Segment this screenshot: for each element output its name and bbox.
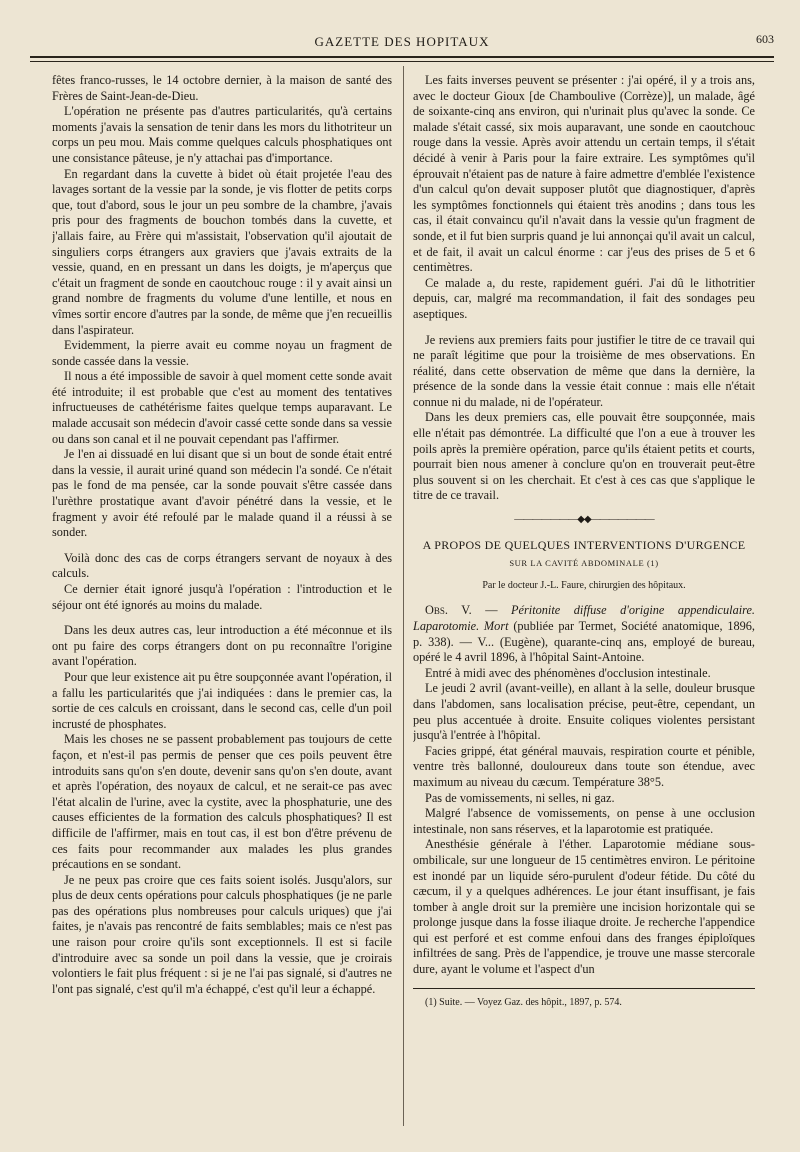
- paragraph: Il nous a été impossible de savoir à quel moment cette sonde avait été introduite; il est probable que c'est au moment des tentatives infructueuses de cathétérisme faites quelque temps auparavant. Le malade accusait son médecin d'avoir cassé cette sonde dans sa vessie ou dans son canal et il ne pouvait cependant pas l'affirmer.: [52, 369, 392, 446]
- paragraph: Anesthésie générale à l'éther. Laparotomie médiane sous-ombilicale, sur une longueur de 15 centimètres environ. Le péritoine est inondé par un liquide séro-purulent d'odeur fétide. Du côté du cæcum, il y a quelques adhérences. Le jour étant insuffisant, je fais tomber à angle droit sur la première une incision horizontale qui se prolonge jusque dans la fosse iliaque droite. Je recherche l'appendice qui est perforé et est comme enfoui dans des franges épiploïques infiltrées de sang. Près de l'appendice, je trouve une masse stercorale dure, ayant le volume et l'aspect d'un: [413, 837, 755, 977]
- paragraph: Ce malade a, du reste, rapidement guéri. J'ai dû le lithotritier depuis, car, malgré ma recommandation, il fait des sondages peu aseptiques.: [413, 275, 755, 321]
- paragraph: Voilà donc des cas de corps étrangers servant de noyaux à des calculs.: [52, 550, 392, 581]
- paragraph: Facies grippé, état général mauvais, respiration courte et pénible, ventre très ballonné, douloureux dans toute son étendue, avec maximum au niveau du cæcum. Température 38°5.: [413, 743, 755, 789]
- paragraph: Malgré l'absence de vomissements, on pense à une occlusion intestinale, non sans réserves, et la laparotomie est pratiquée.: [413, 806, 755, 836]
- left-column: [52, 73, 392, 1123]
- paragraph: Dans les deux autres cas, leur introduction a été méconnue et ils ont pu faire des corps étrangers dont on pu reconnaître l'origine avant l'opération.: [52, 623, 392, 669]
- footnote-rule: [413, 988, 755, 989]
- paragraph: Je reviens aux premiers faits pour justifier le titre de ce travail qui ne paraît légitime que pour la troisième de mes observations. En réalité, dans cette observation de même que dans la dernière, la présence de la sonde dans la vessie était connue : mais elle n'était connue ni du malade, ni de l'opérateur.: [413, 332, 755, 409]
- paragraph: Pas de vomissements, ni selles, ni gaz.: [425, 790, 615, 805]
- section-separator: ———————◆◆———————: [514, 514, 654, 526]
- right-column: [413, 73, 755, 1123]
- header-rule: [30, 56, 774, 58]
- header-rule-thin: [30, 61, 774, 62]
- paragraph: Evidemment, la pierre avait eu comme noyau un fragment de sonde cassée dans la vessie.: [52, 338, 392, 368]
- paragraph: L'opération ne présente pas d'autres particularités, qu'à certains moments j'avais la sensation de tenir dans les mors du lithotriteur un corps un peu mou. Mais comme quelques calculs phosphatiques ont une consistance pâteuse, je n'y attachai pas d'importance.: [52, 104, 392, 165]
- article-subtitle: SUR LA CAVITÉ ABDOMINALE (1): [509, 558, 659, 569]
- paragraph: Je l'en ai dissuadé en lui disant que si un bout de sonde était entré dans la vessie, il aurait uriné quand son médecin l'a sondé. Ce n'était pas le fond de ma pensée, car la sonde pouvait s'être cassée dans l'urèthre prostatique avant d'avoir pénétré dans la vessie, et le fragment y avoir été refoulé par le malade quand il a réussi à se sonder.: [52, 447, 392, 540]
- journal-title: GAZETTE DES HOPITAUX: [314, 34, 490, 49]
- paragraph: Le jeudi 2 avril (avant-veille), en allant à la selle, douleur brusque dans l'abdomen, sans localisation précise, peut-être, cependant, un peu plus accentuée à droite. Ensuite coliques violentes persistant jusqu'à l'entrée à l'hôpital.: [413, 681, 755, 743]
- observation-title: Péritonite diffuse d'origine appendiculaire. Laparotomie. Mort: [413, 603, 755, 633]
- paragraph: En regardant dans la cuvette à bidet où était projetée l'eau des lavages sortant de la vessie par la sonde, je vis flotter de petits corps que, tout d'abord, sous le jour un peu sombre de la chambre, j'avais pris pour des fragments de bouchon tombés dans la cuvette, et j'allais faire, au Frère qui m'assistait, l'observation qu'il ajoutait de singuliers corps étrangers aux graviers que j'avais extraits de la vessie, quand, en en pressant un dans les doigts, je m'aperçus que c'était un fragment de sonde en caoutchouc rouge : il y avait ainsi un grand nombre de fragments du volume d'une lentille, et nous en vîmes sortir encore d'autres par la sonde, de même que j'en recueillis dans l'aspirateur.: [52, 166, 392, 337]
- page-header: [30, 30, 774, 52]
- paragraph: Pour que leur existence ait pu être soupçonnée avant l'opération, il a fallu les particularités que j'ai indiquées : dans le premier cas, la sortie de ces calculs en croissant, dans le second cas, celle d'un poil incrusté de phosphates.: [52, 669, 392, 731]
- paragraph: Mais les choses ne se passent probablement pas toujours de cette façon, et n'est-il pas permis de penser que ces poils peuvent être introduits sans qu'on s'en doute, devenir sans qu'on s'en doute, avant et après l'opération, des noyaux de calcul, et ne serait-ce pas avec l'état alcalin de l'urine, avec la cystite, avec la phosphaturie, une des causes efficientes de la formation des calculs phosphatiques? Il est difficile de l'affirmer, mais en tout cas, il est bon d'être prévenu de ces faits pour recommander aux malades les plus grandes précautions en se sondant.: [52, 732, 392, 872]
- paragraph: Ce dernier était ignoré jusqu'à l'opération : l'introduction et le séjour ont été ignorés au moins du malade.: [52, 582, 392, 612]
- footnote: (1) Suite. — Voyez Gaz. des hôpit., 1897, p. 574.: [425, 996, 622, 1008]
- paragraph: Les faits inverses peuvent se présenter : j'ai opéré, il y a trois ans, avec le docteur Gioux [de Chamboulive (Corrèze)], un malade, âgé de soixante-cinq ans environ, qui n'urinait plus qu'avec la sonde. Ce malade s'était cassé, six mois auparavant, une sonde en caoutchouc rouge dans la vessie. Après avoir attendu un certain temps, il s'était décidé à venir à Paris pour la faire extraire. Les symptômes qu'il éprouvait n'étaient pas de nature à faire admettre d'emblée l'existence d'un calcul qu'on devait supposer plutôt que diagnostiquer, d'après les symptômes fonctionnels qui étaient très anodins ; dans tous les cas, il était convaincu qu'il n'avait dans la vessie qu'un fragment de sonde, et il fut bien surpris quand je lui annonçai qu'il avait un calcul, et de fait, il avait un calcul énorme : car j'eus des prises de 5 et 6 centimètres.: [413, 73, 755, 275]
- paragraph: Entré à midi avec des phénomènes d'occlusion intestinale.: [425, 665, 711, 680]
- paragraph: Dans les deux premiers cas, elle pouvait être soupçonnée, mais elle n'était pas démontrée. La difficulté que l'on a eue à trouver les poils après la première opération, parce qu'ils étaient petits et courts, pourrait bien nous amener à conclure qu'on en trouverait peut-être plus souvent si on les cherchait. Et c'est à ces cas que s'applique le titre de ce travail.: [413, 410, 755, 503]
- observation-details: (publiée par Termet, Société anatomique, 1896, p. 338). — V... (Eugène), quarante-cinq ans, employé de bureau, opéré le 4 avril 1896, à l'hôpital Saint-Antoine.: [413, 619, 755, 665]
- paragraph: fêtes franco-russes, le 14 octobre dernier, à la maison de santé des Frères de Saint-Jean-de-Dieu.: [52, 73, 392, 103]
- observation-label: Obs. V. —: [425, 603, 498, 618]
- observation-heading: [413, 603, 755, 665]
- column-divider: [403, 66, 404, 1126]
- paragraph: Je ne peux pas croire que ces faits soient isolés. Jusqu'alors, sur plus de deux cents opérations pour calculs phosphatiques (je ne parle pas des opérations plus nombreuses pour calculs uriques) que j'ai faites, je n'avais pas rencontré de faits semblables; mais ce n'est pas une raison pour croire qu'ils sont exceptionnels. Il est si facile d'introduire avec sa sonde un poil dans la vessie, que je croirais volontiers le fait plus fréquent : si je ne l'ai pas signalé, si d'autres ne l'ont pas signalé, c'est qu'il m'a échappé, c'est qu'il leur a échappé.: [52, 872, 392, 996]
- page-number: 603: [756, 32, 774, 46]
- article-title: A PROPOS DE QUELQUES INTERVENTIONS D'URGENCE: [422, 537, 746, 552]
- article-byline: Par le docteur J.-L. Faure, chirurgien des hôpitaux.: [482, 579, 686, 591]
